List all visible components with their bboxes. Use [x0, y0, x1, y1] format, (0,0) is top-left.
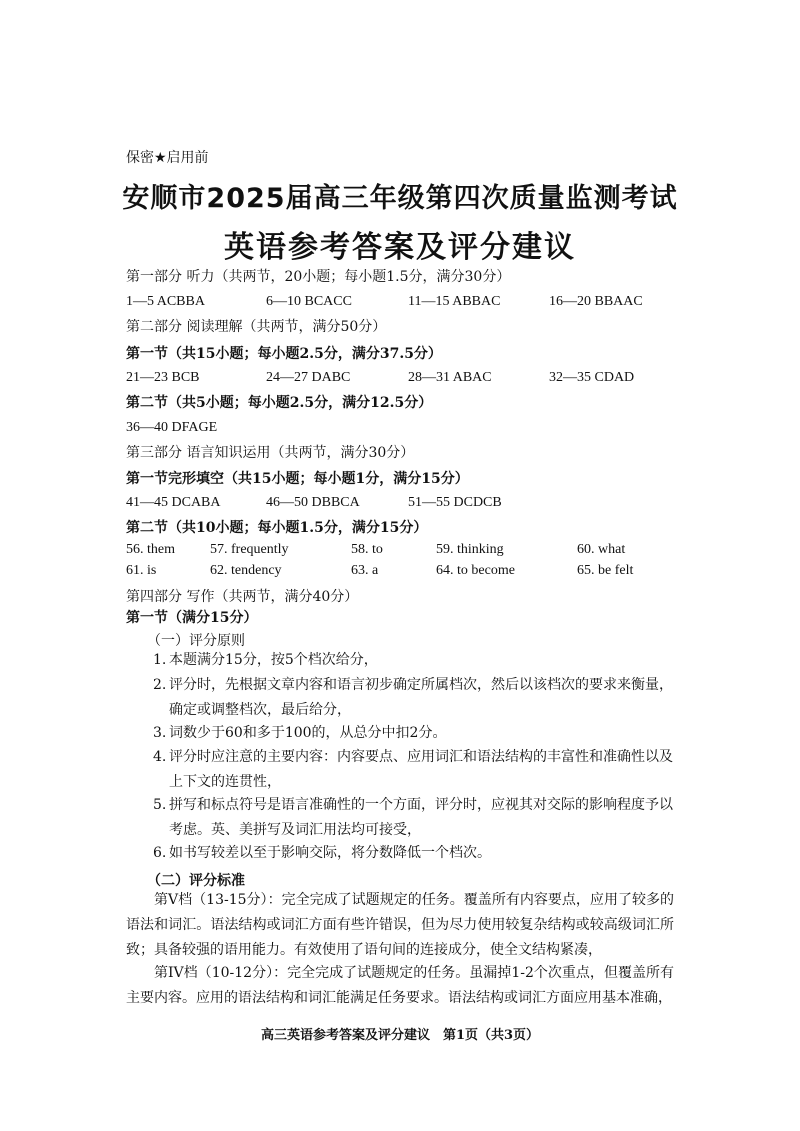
rule-number: 5.	[153, 797, 167, 813]
rule-item	[153, 793, 683, 843]
rule-item	[153, 745, 683, 795]
rule-text: 评分时应注意的主要内容：内容要点、应用词汇和语法结构的丰富性和准确性以及上下文的连贯性，	[169, 749, 673, 790]
page-footer: 高三英语参考答案及评分建议 第1页（共3页）	[260, 1028, 540, 1043]
rule-text: 本题满分15分，按5个档次给分，	[169, 652, 378, 668]
rule-number: 1.	[153, 652, 167, 668]
exam-title: 安顺市2025届高三年级第四次质量监测考试	[122, 183, 678, 214]
rule-number: 3.	[153, 725, 167, 741]
part2-section1-heading: 第一节（共15小题；每小题2.5分，满分37.5分）	[126, 346, 442, 362]
answer-group: 24—27 DABC	[266, 370, 351, 385]
rule-item	[153, 673, 683, 723]
part4-section1-heading: 第一节（满分15分）	[126, 610, 258, 626]
standards-heading: （二）评分标准	[147, 873, 245, 889]
principles-heading: （一）评分原则	[147, 633, 245, 649]
part2-section2-heading: 第二节（共5小题；每小题2.5分，满分12.5分）	[126, 395, 433, 411]
rule-number: 6.	[153, 845, 167, 861]
answer-group: 11—15 ABBAC	[408, 294, 501, 309]
part1-heading: 第一部分 听力（共两节，20小题；每小题1.5分，满分30分）	[126, 269, 511, 285]
fill-answer: 58. to	[351, 542, 383, 557]
fill-answer: 63. a	[351, 563, 379, 578]
confidential-mark: 保密★启用前	[126, 150, 209, 166]
rule-number: 2.	[153, 677, 167, 693]
grade-5-description: 第V档（13-15分）：完全完成了试题规定的任务。覆盖所有内容要点，应用了较多的语法和词汇。语法结构或词汇方面有些许错误，但为尽力使用较复杂结构或较高级词汇所致；具备较强的语用能力。有效使用了语句间的连接成分，使全文结构紧凑，	[126, 892, 674, 958]
fill-answer: 60. what	[577, 542, 626, 557]
fill-answer: 64. to become	[436, 563, 515, 578]
fill-answer: 65. be felt	[577, 563, 634, 578]
part3-section2-heading: 第二节（共10小题；每小题1.5分，满分15分）	[126, 520, 428, 536]
answer-group: 32—35 CDAD	[549, 370, 635, 385]
part3-section1-heading: 第一节完形填空（共15小题；每小题1分，满分15分）	[126, 471, 469, 487]
fill-answer: 62. tendency	[210, 563, 282, 578]
part3-heading: 第三部分 语言知识运用（共两节，满分30分）	[126, 445, 415, 461]
fill-answer: 59. thinking	[436, 542, 504, 557]
rule-item	[153, 841, 683, 866]
answer-group: 6—10 BCACC	[266, 294, 352, 309]
answer-group: 36—40 DFAGE	[126, 420, 218, 435]
part4-heading: 第四部分 写作（共两节，满分40分）	[126, 589, 359, 605]
grade-4-description: 第IV档（10-12分）：完全完成了试题规定的任务。虽漏掉1-2个次重点，但覆盖所有主要内容。应用的语法结构和词汇能满足任务要求。语法结构或词汇方面应用基本准确，	[126, 965, 674, 1006]
answer-group: 51—55 DCDCB	[408, 495, 502, 510]
rule-text: 如书写较差以至于影响交际，将分数降低一个档次。	[169, 845, 491, 861]
document-title: 英语参考答案及评分建议	[224, 230, 576, 265]
rule-item	[153, 721, 683, 746]
fill-answer: 56. them	[126, 542, 175, 557]
answer-group: 21—23 BCB	[126, 370, 200, 385]
rule-item	[153, 648, 683, 673]
answer-group: 46—50 DBBCA	[266, 495, 360, 510]
fill-answer: 61. is	[126, 563, 157, 578]
answer-group: 41—45 DCABA	[126, 495, 221, 510]
answer-group: 28—31 ABAC	[408, 370, 492, 385]
part2-heading: 第二部分 阅读理解（共两节，满分50分）	[126, 319, 387, 335]
answer-group: 1—5 ACBBA	[126, 294, 205, 309]
rule-text: 拼写和标点符号是语言准确性的一个方面，评分时，应视其对交际的影响程度予以考虑。英、美拼写及词汇用法均可接受，	[169, 797, 673, 838]
fill-answer: 57. frequently	[210, 542, 289, 557]
rule-number: 4.	[153, 749, 167, 765]
rule-text: 评分时，先根据文章内容和语言初步确定所属档次，然后以该档次的要求来衡量，确定或调整档次，最后给分，	[169, 677, 673, 718]
rule-text: 词数少于60和多于100的，从总分中扣2分。	[169, 725, 447, 741]
answer-group: 16—20 BBAAC	[549, 294, 643, 309]
